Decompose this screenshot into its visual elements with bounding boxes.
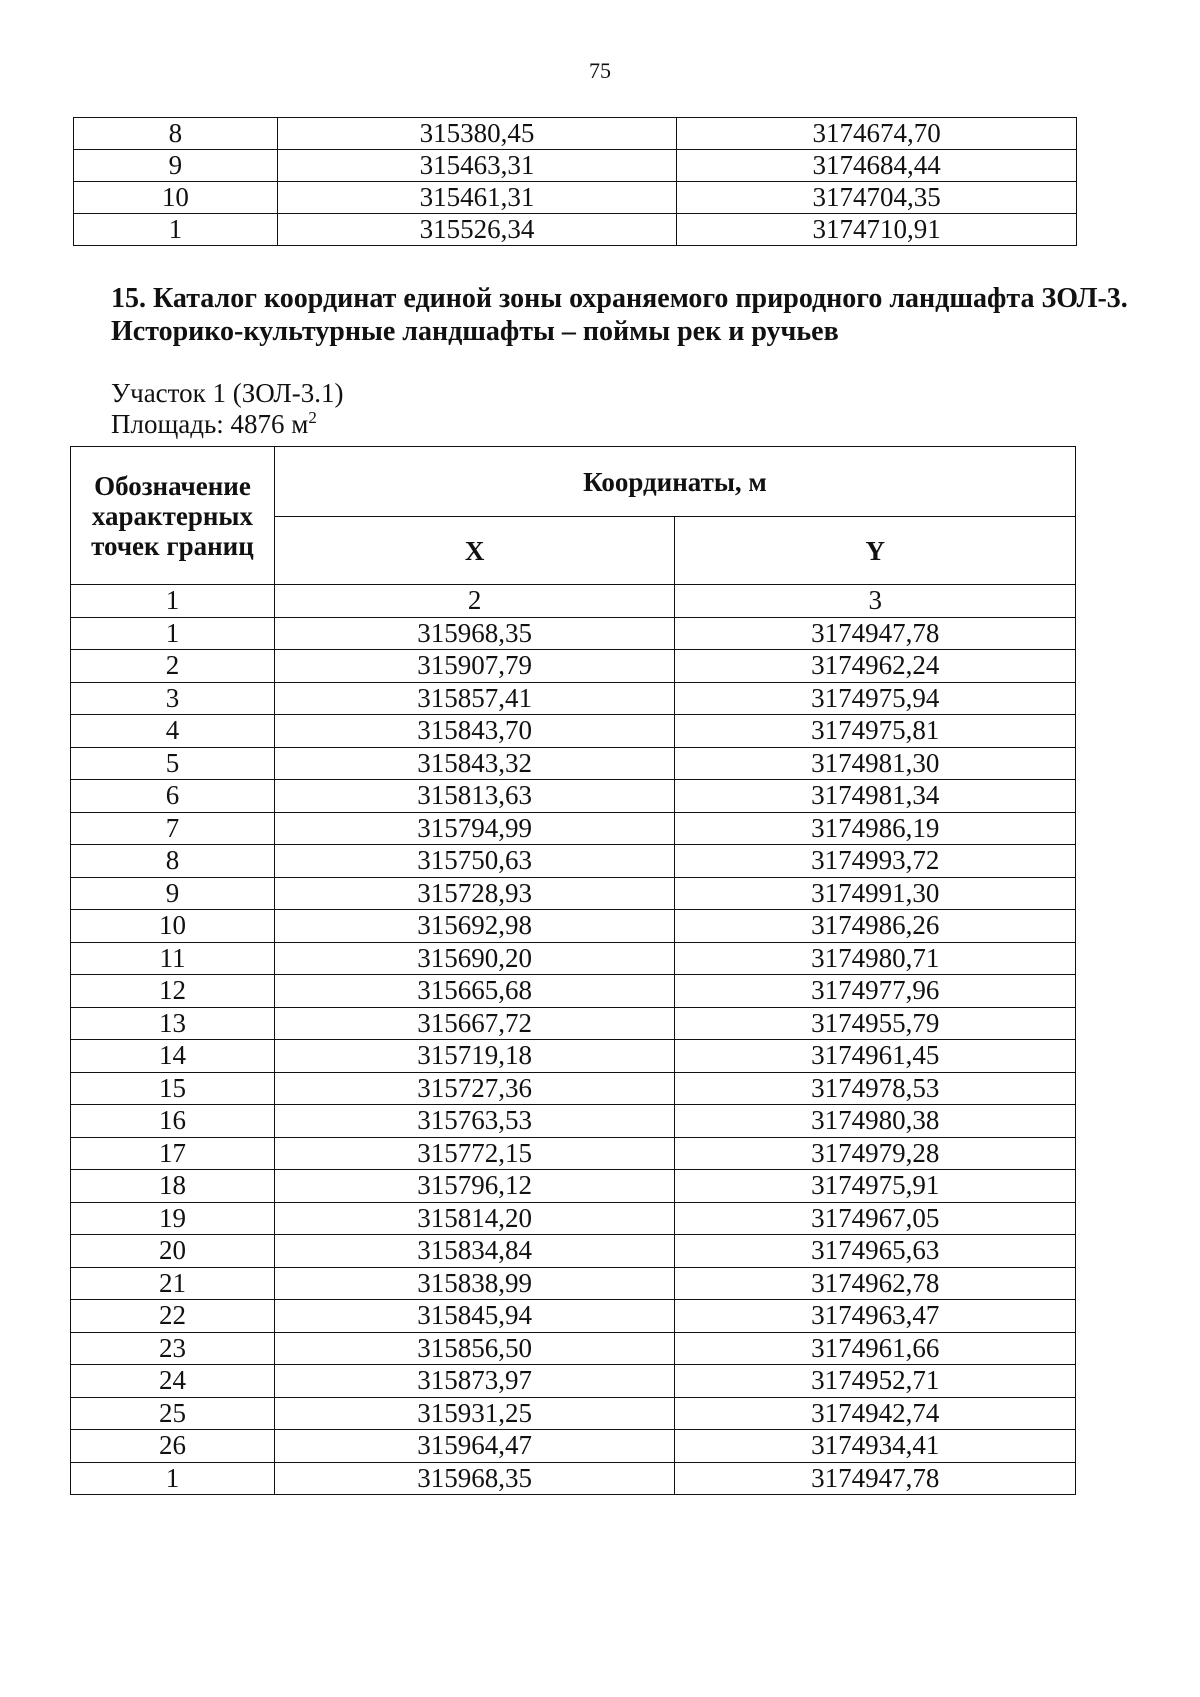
point-cell: 25 xyxy=(71,1397,275,1430)
table-row xyxy=(71,1300,1076,1333)
point-cell: 18 xyxy=(71,1170,275,1203)
y-coordinate-cell: 3174975,81 xyxy=(675,715,1076,748)
point-cell: 23 xyxy=(71,1332,275,1365)
y-coordinate-cell: 3174684,44 xyxy=(677,150,1077,182)
y-coordinate-cell: 3174942,74 xyxy=(675,1397,1076,1430)
x-coordinate-cell: 315667,72 xyxy=(274,1007,675,1040)
y-coordinate-cell: 3174961,66 xyxy=(675,1332,1076,1365)
point-cell: 2 xyxy=(71,650,275,683)
coordinates-table-body xyxy=(71,585,1076,1495)
continued-table-body xyxy=(74,118,1077,246)
table-row xyxy=(74,182,1077,214)
x-coordinate-cell: 315834,84 xyxy=(274,1235,675,1268)
y-coordinate-cell: 3174962,24 xyxy=(675,650,1076,683)
table-row xyxy=(71,942,1076,975)
table-row xyxy=(71,1137,1076,1170)
table-row xyxy=(74,118,1077,150)
y-coordinate-cell: 3174975,94 xyxy=(675,682,1076,715)
y-coordinate-cell: 3174965,63 xyxy=(675,1235,1076,1268)
x-coordinate-cell: 315968,35 xyxy=(274,1462,675,1495)
table-row xyxy=(71,812,1076,845)
x-coordinate-cell: 315964,47 xyxy=(274,1430,675,1463)
point-cell: 17 xyxy=(71,1137,275,1170)
table-row xyxy=(71,910,1076,943)
point-cell: 10 xyxy=(71,910,275,943)
point-cell: 3 xyxy=(71,682,275,715)
point-cell: 7 xyxy=(71,812,275,845)
table-row xyxy=(71,780,1076,813)
table-row xyxy=(71,617,1076,650)
column-number: 2 xyxy=(274,585,675,618)
y-coordinate-cell: 3174981,30 xyxy=(675,747,1076,780)
x-coordinate-cell: 315728,93 xyxy=(274,877,675,910)
x-coordinate-cell: 315772,15 xyxy=(274,1137,675,1170)
y-coordinate-cell: 3174979,28 xyxy=(675,1137,1076,1170)
point-cell: 1 xyxy=(71,617,275,650)
x-coordinate-cell: 315968,35 xyxy=(274,617,675,650)
point-cell: 1 xyxy=(74,214,278,246)
x-coordinate-cell: 315526,34 xyxy=(277,214,677,246)
column-number-row xyxy=(71,585,1076,618)
table-row xyxy=(71,1267,1076,1300)
point-cell: 1 xyxy=(71,1462,275,1495)
table-row xyxy=(71,1007,1076,1040)
table-row xyxy=(71,1072,1076,1105)
x-coordinate-cell: 315461,31 xyxy=(277,182,677,214)
y-coordinate-cell: 3174980,71 xyxy=(675,942,1076,975)
x-coordinate-cell: 315719,18 xyxy=(274,1040,675,1073)
y-coordinate-cell: 3174934,41 xyxy=(675,1430,1076,1463)
plot-area-label: Площадь: 4876 м xyxy=(111,409,309,439)
y-column-header: Y xyxy=(675,517,1076,585)
y-coordinate-cell: 3174967,05 xyxy=(675,1202,1076,1235)
table-row xyxy=(74,214,1077,246)
point-cell: 8 xyxy=(71,845,275,878)
x-coordinate-cell: 315838,99 xyxy=(274,1267,675,1300)
table-row xyxy=(71,715,1076,748)
x-coordinate-cell: 315907,79 xyxy=(274,650,675,683)
y-coordinate-cell: 3174710,91 xyxy=(677,214,1077,246)
column-number: 3 xyxy=(675,585,1076,618)
y-coordinate-cell: 3174952,71 xyxy=(675,1365,1076,1398)
table-row xyxy=(71,747,1076,780)
table-row xyxy=(71,845,1076,878)
point-cell: 12 xyxy=(71,975,275,1008)
table-row xyxy=(71,877,1076,910)
table-row xyxy=(71,682,1076,715)
coordinates-table-header xyxy=(71,447,1076,585)
table-row xyxy=(71,1040,1076,1073)
x-coordinate-cell: 315380,45 xyxy=(277,118,677,150)
point-cell: 5 xyxy=(71,747,275,780)
point-cell: 16 xyxy=(71,1105,275,1138)
y-coordinate-cell: 3174977,96 xyxy=(675,975,1076,1008)
x-coordinate-cell: 315814,20 xyxy=(274,1202,675,1235)
plot-info xyxy=(111,378,343,440)
point-cell: 4 xyxy=(71,715,275,748)
continued-coordinates-table xyxy=(73,117,1077,246)
table-row xyxy=(71,1170,1076,1203)
x-coordinate-cell: 315690,20 xyxy=(274,942,675,975)
table-row xyxy=(71,1397,1076,1430)
x-coordinate-cell: 315873,97 xyxy=(274,1365,675,1398)
coordinates-header: Координаты, м xyxy=(274,447,1075,517)
y-coordinate-cell: 3174986,19 xyxy=(675,812,1076,845)
table-row xyxy=(71,1462,1076,1495)
y-coordinate-cell: 3174947,78 xyxy=(675,1462,1076,1495)
y-coordinate-cell: 3174991,30 xyxy=(675,877,1076,910)
y-coordinate-cell: 3174947,78 xyxy=(675,617,1076,650)
y-coordinate-cell: 3174674,70 xyxy=(677,118,1077,150)
table-row xyxy=(71,1332,1076,1365)
plot-area-unit-exponent: 2 xyxy=(308,408,317,427)
point-cell: 9 xyxy=(71,877,275,910)
y-coordinate-cell: 3174981,34 xyxy=(675,780,1076,813)
x-coordinate-cell: 315845,94 xyxy=(274,1300,675,1333)
table-row xyxy=(74,150,1077,182)
column-number: 1 xyxy=(71,585,275,618)
x-coordinate-cell: 315463,31 xyxy=(277,150,677,182)
y-coordinate-cell: 3174963,47 xyxy=(675,1300,1076,1333)
y-coordinate-cell: 3174704,35 xyxy=(677,182,1077,214)
table-row xyxy=(71,1430,1076,1463)
x-coordinate-cell: 315665,68 xyxy=(274,975,675,1008)
point-cell: 10 xyxy=(74,182,278,214)
y-coordinate-cell: 3174986,26 xyxy=(675,910,1076,943)
x-coordinate-cell: 315931,25 xyxy=(274,1397,675,1430)
table-row xyxy=(71,1202,1076,1235)
point-cell: 14 xyxy=(71,1040,275,1073)
point-cell: 6 xyxy=(71,780,275,813)
plot-name: Участок 1 (ЗОЛ-3.1) xyxy=(111,378,344,408)
table-row xyxy=(71,650,1076,683)
y-coordinate-cell: 3174962,78 xyxy=(675,1267,1076,1300)
x-coordinate-cell: 315763,53 xyxy=(274,1105,675,1138)
page-number: 75 xyxy=(589,58,611,83)
table-row xyxy=(71,1365,1076,1398)
plot-area xyxy=(111,409,343,440)
x-column-header: X xyxy=(274,517,675,585)
x-coordinate-cell: 315813,63 xyxy=(274,780,675,813)
point-cell: 15 xyxy=(71,1072,275,1105)
y-coordinate-cell: 3174978,53 xyxy=(675,1072,1076,1105)
point-cell: 22 xyxy=(71,1300,275,1333)
x-coordinate-cell: 315794,99 xyxy=(274,812,675,845)
x-coordinate-cell: 315856,50 xyxy=(274,1332,675,1365)
y-coordinate-cell: 3174993,72 xyxy=(675,845,1076,878)
x-coordinate-cell: 315857,41 xyxy=(274,682,675,715)
section-title: 15. Каталог координат единой зоны охраняемого природного ландшафта ЗОЛ-3. Историко-культурные ландшафты – поймы рек и ручьев xyxy=(111,283,1128,347)
x-coordinate-cell: 315796,12 xyxy=(274,1170,675,1203)
point-cell: 9 xyxy=(74,150,278,182)
point-cell: 20 xyxy=(71,1235,275,1268)
point-column-header: Обозначение характерных точек границ xyxy=(71,447,275,585)
point-cell: 24 xyxy=(71,1365,275,1398)
table-row xyxy=(71,975,1076,1008)
point-cell: 19 xyxy=(71,1202,275,1235)
x-coordinate-cell: 315692,98 xyxy=(274,910,675,943)
point-cell: 13 xyxy=(71,1007,275,1040)
y-coordinate-cell: 3174955,79 xyxy=(675,1007,1076,1040)
x-coordinate-cell: 315843,70 xyxy=(274,715,675,748)
y-coordinate-cell: 3174961,45 xyxy=(675,1040,1076,1073)
point-cell: 11 xyxy=(71,942,275,975)
coordinates-table xyxy=(70,446,1076,1495)
point-cell: 8 xyxy=(74,118,278,150)
x-coordinate-cell: 315843,32 xyxy=(274,747,675,780)
x-coordinate-cell: 315750,63 xyxy=(274,845,675,878)
point-cell: 21 xyxy=(71,1267,275,1300)
table-row xyxy=(71,1105,1076,1138)
point-cell: 26 xyxy=(71,1430,275,1463)
y-coordinate-cell: 3174980,38 xyxy=(675,1105,1076,1138)
table-row xyxy=(71,1235,1076,1268)
y-coordinate-cell: 3174975,91 xyxy=(675,1170,1076,1203)
x-coordinate-cell: 315727,36 xyxy=(274,1072,675,1105)
